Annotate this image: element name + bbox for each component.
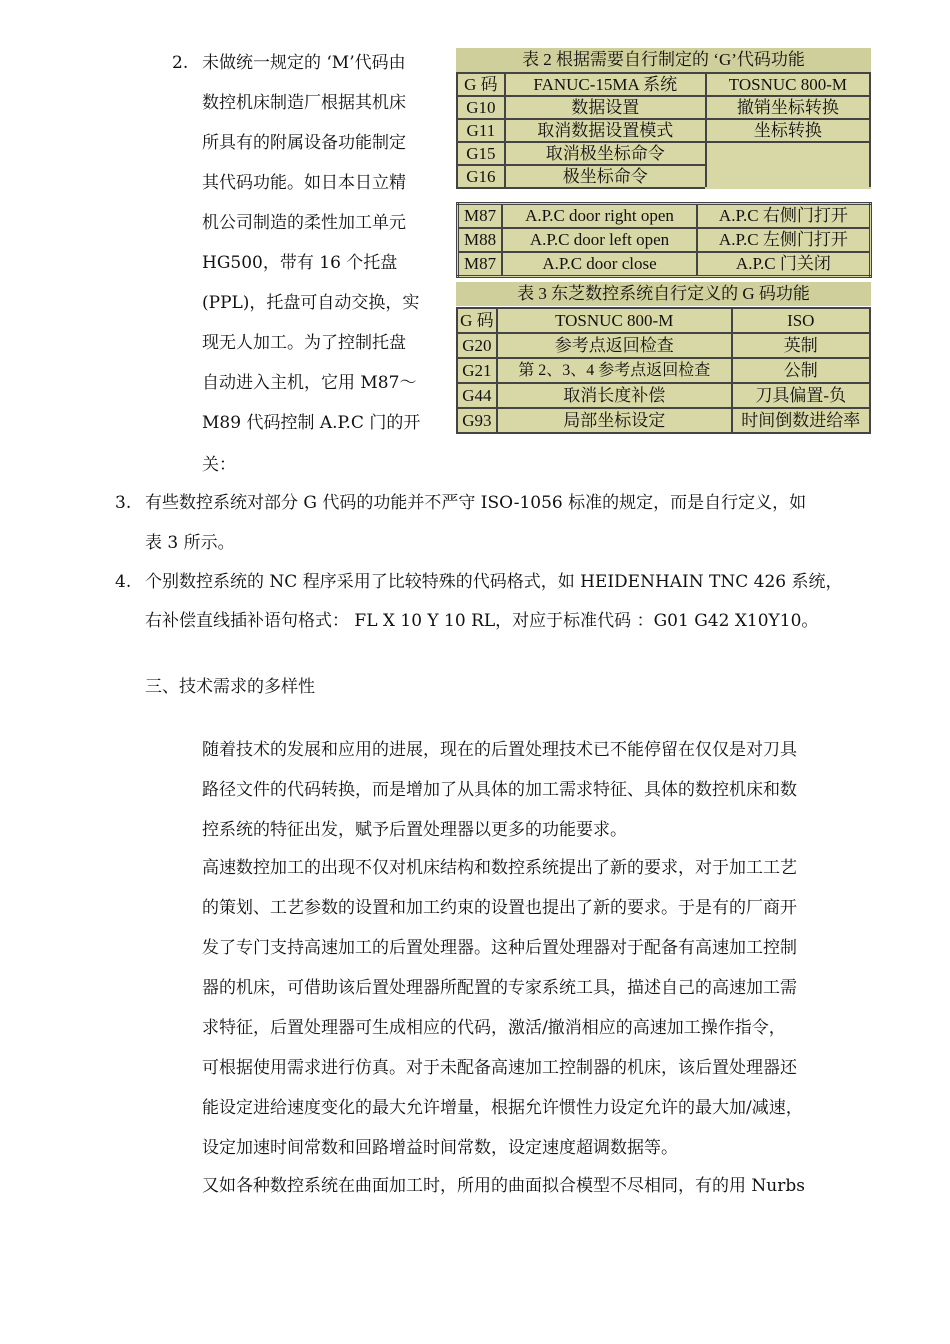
table-header-cell: G 码 (457, 73, 505, 96)
table-cell: G44 (457, 383, 497, 408)
table2 (456, 72, 871, 189)
table-cell: 数据设置 (505, 96, 706, 119)
table-header-cell: TOSNUC 800-M (706, 73, 870, 96)
table-cell: 英制 (732, 333, 870, 358)
item3-line: 表 3 所示。 (145, 533, 235, 553)
body-line: 求特征，后置处理器可生成相应的代码，激活/撤消相应的高速加工操作指令， (202, 1018, 786, 1038)
table-header-row (457, 73, 870, 96)
item2-line: (PPL)，托盘可自动交换，实 (202, 293, 420, 313)
body-line: 高速数控加工的出现不仅对机床结构和数控系统提出了新的要求，对于加工工艺 (202, 858, 797, 878)
table-row (457, 358, 870, 383)
table-row (457, 119, 870, 142)
table-cell: 坐标转换 (706, 119, 870, 142)
table-cell: 参考点返回检查 (497, 333, 732, 358)
table-cell: M87 (458, 204, 503, 229)
item2-line: 未做统一规定的 ‘M’代码由 (202, 53, 406, 73)
table-cell: M88 (458, 228, 503, 252)
item2-line: 其代码功能。如日本日立精 (202, 173, 406, 193)
table-row (457, 142, 870, 165)
table-row (457, 333, 870, 358)
table-header-row (457, 308, 870, 333)
table-header-cell: TOSNUC 800-M (497, 308, 732, 333)
table-cell: A.P.C door close (502, 252, 697, 277)
table-row (458, 228, 871, 252)
table-cell: A.P.C 门关闭 (697, 252, 871, 277)
list-number-2: 2. (172, 53, 189, 73)
body-line: 可根据使用需求进行仿真。对于未配备高速加工控制器的机床，该后置处理器还 (202, 1058, 797, 1078)
table-cell: 公制 (732, 358, 870, 383)
table3 (456, 307, 871, 434)
table-cell: A.P.C door left open (502, 228, 697, 252)
item2-line: M89 代码控制 A.P.C 门的开 (202, 413, 421, 433)
table-cell: A.P.C 右侧门打开 (697, 204, 871, 229)
table-row (457, 383, 870, 408)
table-cell: 撤销坐标转换 (706, 96, 870, 119)
table-cell: G16 (457, 165, 505, 188)
table-cell: G11 (457, 119, 505, 142)
table-cell: G15 (457, 142, 505, 165)
table-cell: A.P.C door right open (502, 204, 697, 229)
item2-line: 数控机床制造厂根据其机床 (202, 93, 406, 113)
section-heading: 三、技术需求的多样性 (145, 677, 315, 697)
body-line: 随着技术的发展和应用的进展，现在的后置处理技术已不能停留在仅仅是对刀具 (202, 740, 797, 760)
table-cell: G20 (457, 333, 497, 358)
table-row (457, 96, 870, 119)
table-header-cell: FANUC-15MA 系统 (505, 73, 706, 96)
table-header-cell: G 码 (457, 308, 497, 333)
list-number-3: 3. (115, 493, 132, 513)
table-cell: 取消数据设置模式 (505, 119, 706, 142)
item4-line: 右补偿直线插补语句格式： FL X 10 Y 10 RL，对应于标准代码 ：G01 G42 X10Y10。 (145, 611, 819, 631)
table-cell: 取消长度补偿 (497, 383, 732, 408)
table2-caption: 表 2 根据需要自行制定的 ‘G’代码功能 (456, 48, 871, 72)
item2-line: 所具有的附属设备功能制定 (202, 133, 406, 153)
table-cell: G10 (457, 96, 505, 119)
table-cell: 刀具偏置-负 (732, 383, 870, 408)
table-cell: 时间倒数进给率 (732, 408, 870, 433)
table-row (458, 204, 871, 229)
body-line: 设定加速时间常数和回路增益时间常数，设定速度超调数据等。 (202, 1138, 678, 1158)
item3-line: 有些数控系统对部分 G 代码的功能并不严守 ISO-1056 标准的规定，而是自行定义，如 (145, 493, 807, 513)
body-line: 的策划、工艺参数的设置和加工约束的设置也提出了新的要求。于是有的厂商开 (202, 898, 797, 918)
body-line: 发了专门支持高速加工的后置处理器。这种后置处理器对于配备有高速加工控制 (202, 938, 797, 958)
table-cell: M87 (458, 252, 503, 277)
item2-line: 现无人加工。为了控制托盘 (202, 333, 406, 353)
body-line: 器的机床，可借助该后置处理器所配置的专家系统工具，描述自己的高速加工需 (202, 978, 797, 998)
item2-line: 关： (202, 455, 236, 475)
body-line: 控系统的特征出发，赋予后置处理器以更多的功能要求。 (202, 820, 627, 840)
table-header-cell: ISO (732, 308, 870, 333)
table-cell: G93 (457, 408, 497, 433)
table-cell: A.P.C 左侧门打开 (697, 228, 871, 252)
item2-line: HG500，带有 16 个托盘 (202, 253, 398, 273)
table3-caption: 表 3 东芝数控系统自行定义的 G 码功能 (456, 282, 871, 306)
table-cell: G21 (457, 358, 497, 383)
table-blank-cell (706, 142, 870, 188)
item2-line: 机公司制造的柔性加工单元 (202, 213, 406, 233)
table-cell: 极坐标命令 (505, 165, 706, 188)
body-line: 路径文件的代码转换，而是增加了从具体的加工需求特征、具体的数控机床和数 (202, 780, 797, 800)
item4-line: 个别数控系统的 NC 程序采用了比较特殊的代码格式，如 HEIDENHAIN TNC 426 系统， (145, 572, 843, 592)
list-number-4: 4. (115, 572, 132, 592)
item2-line: 自动进入主机，它用 M87～ (202, 373, 417, 393)
table-row (457, 408, 870, 433)
table-cell: 取消极坐标命令 (505, 142, 706, 165)
body-line: 能设定进给速度变化的最大允许增量，根据允许惯性力设定允许的最大加/减速， (202, 1098, 803, 1118)
table-cell: 第 2、3、4 参考点返回检查 (497, 358, 732, 383)
body-line: 又如各种数控系统在曲面加工时，所用的曲面拟合模型不尽相同，有的用 Nurbs (202, 1176, 805, 1196)
table-cell: 局部坐标设定 (497, 408, 732, 433)
table-row (458, 252, 871, 277)
m-code-table (456, 202, 872, 278)
